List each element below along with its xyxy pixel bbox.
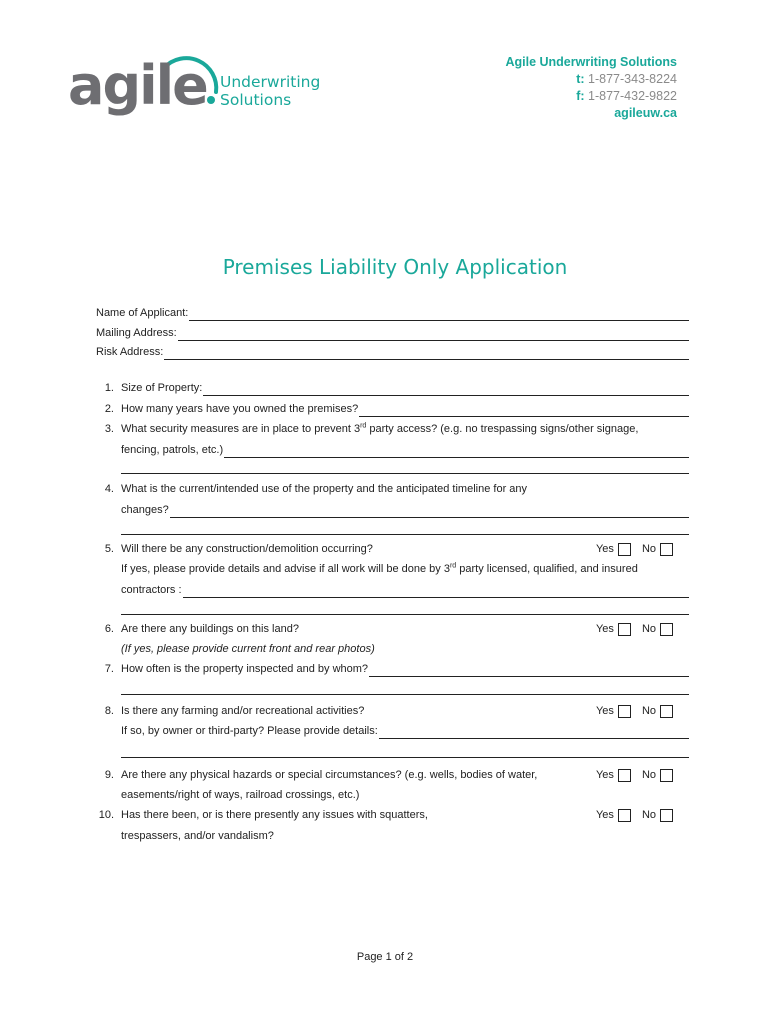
q8-blank-line[interactable] bbox=[121, 757, 689, 758]
q8-no-label: No bbox=[641, 705, 656, 717]
q10-yes-label: Yes bbox=[595, 809, 614, 821]
q6-note: (If yes, please provide current front and rear photos) bbox=[121, 643, 375, 655]
q6-number: 6. bbox=[104, 623, 114, 635]
q5-field[interactable] bbox=[121, 582, 689, 598]
website-link[interactable]: agileuw.ca bbox=[614, 106, 677, 120]
q6-yes-checkbox[interactable] bbox=[618, 623, 631, 636]
q10-number: 10. bbox=[98, 809, 114, 821]
applicant-name-field[interactable] bbox=[96, 305, 689, 321]
q10-yes-checkbox[interactable] bbox=[618, 809, 631, 822]
phone-number: 1-877-343-8224 bbox=[588, 72, 677, 86]
q7-number: 7. bbox=[104, 663, 114, 675]
q9-yes-checkbox[interactable] bbox=[618, 769, 631, 782]
q5-blank-line[interactable] bbox=[121, 614, 689, 615]
q7-field[interactable] bbox=[104, 661, 689, 677]
logo-dot bbox=[207, 96, 215, 104]
logo-word: agile bbox=[68, 54, 207, 117]
q1-number: 1. bbox=[104, 382, 114, 394]
q9-cont: easements/right of ways, railroad crossings, etc.) bbox=[121, 789, 360, 801]
fax-label: f: bbox=[576, 89, 585, 103]
q3-text: What security measures are in place to prevent 3rd party access? (e.g. no trespassing signs/other signage, bbox=[121, 422, 639, 435]
q8-yes-label: Yes bbox=[595, 705, 614, 717]
logo-line1: Underwriting bbox=[220, 73, 321, 91]
q8-text: Is there any farming and/or recreational activities? bbox=[121, 705, 365, 717]
q8-no-checkbox[interactable] bbox=[660, 705, 673, 718]
risk-address-field[interactable] bbox=[96, 344, 689, 360]
q7-text: How often is the property inspected and by whom? bbox=[121, 663, 369, 675]
q10-no-label: No bbox=[641, 809, 656, 821]
phone-line bbox=[505, 71, 677, 88]
q9-yes-label: Yes bbox=[595, 769, 614, 781]
q8-field[interactable] bbox=[121, 723, 689, 739]
q8-number: 8. bbox=[104, 705, 114, 717]
phone-label: t: bbox=[576, 72, 585, 86]
q5-cont: contractors : bbox=[121, 584, 182, 596]
q9-text: Are there any physical hazards or special circumstances? (e.g. wells, bodies of water, bbox=[121, 769, 538, 781]
q6-no-label: No bbox=[641, 623, 656, 635]
contact-block bbox=[505, 54, 677, 122]
q9-no-label: No bbox=[641, 769, 656, 781]
q5-no-label: No bbox=[641, 543, 656, 555]
q3-cont: fencing, patrols, etc.) bbox=[121, 444, 224, 456]
page-number: Page 1 of 2 bbox=[356, 951, 414, 963]
q3-blank-line[interactable] bbox=[121, 473, 689, 474]
q1-text: Size of Property: bbox=[121, 382, 203, 394]
q8-yes-checkbox[interactable] bbox=[618, 705, 631, 718]
agile-logo bbox=[68, 48, 328, 128]
q5-sub-text: If yes, please provide details and advise if all work will be done by 3rd party licensed, qualified, and insured bbox=[121, 562, 638, 575]
fax-number: 1-877-432-9822 bbox=[588, 89, 677, 103]
q9-no-checkbox[interactable] bbox=[660, 769, 673, 782]
q3-field[interactable] bbox=[121, 442, 689, 458]
q10-yes-no bbox=[596, 807, 673, 823]
q5-text: Will there be any construction/demolition occurring? bbox=[121, 543, 373, 555]
q4-text: What is the current/intended use of the property and the anticipated timeline for any bbox=[121, 483, 528, 495]
q4-number: 4. bbox=[104, 483, 114, 495]
q5-number: 5. bbox=[104, 543, 114, 555]
q4-blank-line[interactable] bbox=[121, 534, 689, 535]
q10-cont: trespassers, and/or vandalism? bbox=[121, 830, 274, 842]
applicant-name-label: Name of Applicant: bbox=[96, 307, 189, 319]
page-title: Premises Liability Only Application bbox=[222, 255, 568, 279]
company-name: Agile Underwriting Solutions bbox=[505, 55, 677, 69]
q4-cont: changes? bbox=[121, 504, 169, 516]
q6-text: Are there any buildings on this land? bbox=[121, 623, 299, 635]
q3-number: 3. bbox=[104, 423, 114, 435]
mailing-address-label: Mailing Address: bbox=[96, 327, 177, 339]
q4-field[interactable] bbox=[121, 502, 689, 518]
risk-address-label: Risk Address: bbox=[96, 346, 164, 358]
q9-number: 9. bbox=[104, 769, 114, 781]
q5-yes-no bbox=[596, 541, 673, 557]
q2-text: How many years have you owned the premises? bbox=[121, 403, 359, 415]
q5-yes-checkbox[interactable] bbox=[618, 543, 631, 556]
q3-question bbox=[104, 421, 689, 437]
fax-line bbox=[505, 88, 677, 105]
q1-field[interactable] bbox=[104, 380, 689, 396]
q2-field[interactable] bbox=[104, 401, 689, 417]
q8-yes-no bbox=[596, 703, 673, 719]
q9-yes-no bbox=[596, 767, 673, 783]
q8-sub: If so, by owner or third-party? Please provide details: bbox=[121, 725, 378, 737]
q7-blank-line[interactable] bbox=[121, 694, 689, 695]
q5-no-checkbox[interactable] bbox=[660, 543, 673, 556]
q2-number: 2. bbox=[104, 403, 114, 415]
logo-line2: Solutions bbox=[220, 91, 292, 109]
q6-yes-label: Yes bbox=[595, 623, 614, 635]
q6-no-checkbox[interactable] bbox=[660, 623, 673, 636]
q4-question bbox=[104, 481, 689, 497]
q5-sub bbox=[121, 561, 689, 577]
mailing-address-field[interactable] bbox=[96, 325, 689, 341]
q5-yes-label: Yes bbox=[595, 543, 614, 555]
q6-yes-no bbox=[596, 621, 673, 637]
q10-no-checkbox[interactable] bbox=[660, 809, 673, 822]
q10-text: Has there been, or is there presently any issues with squatters, bbox=[121, 809, 428, 821]
